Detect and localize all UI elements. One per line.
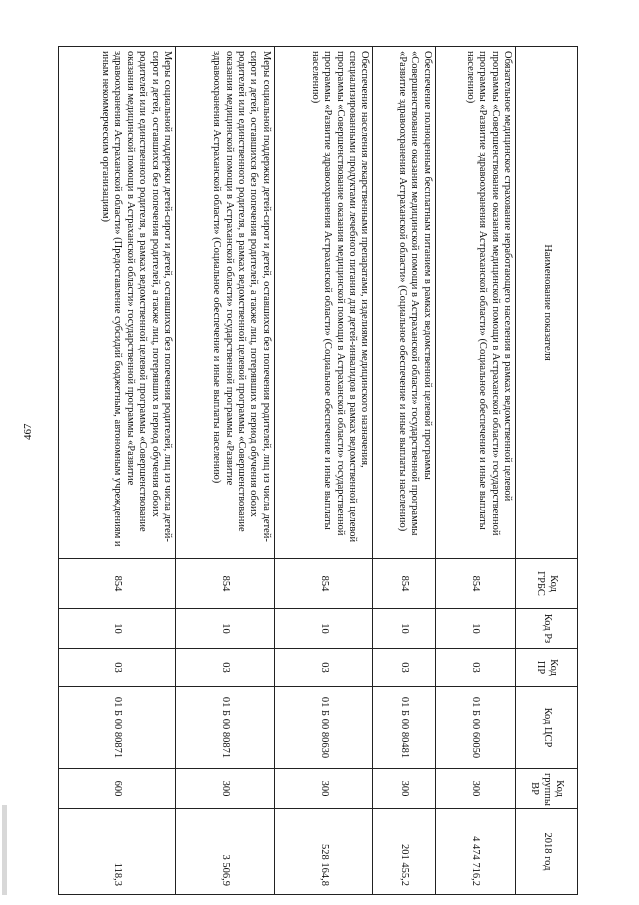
row-pr: 03: [59, 649, 176, 687]
row-vr: 300: [175, 769, 274, 809]
row-sum: 3 506,9: [175, 809, 274, 895]
row-name: Обеспечение полноценным бесплатным питанием в рамках ведомственной целевой программы «Совершенствование оказания медицинской помощи в Астраханской области» государственной программы «Развитие здравоохранения Астраханской области» (Социальное обеспечение и иные выплаты населению): [373, 47, 435, 559]
row-pr: 03: [175, 649, 274, 687]
row-csr: 01 Б 00 80871: [59, 687, 176, 769]
row-rz: 10: [373, 609, 435, 649]
budget-table: [58, 46, 578, 895]
row-sum: 528 164,8: [274, 809, 373, 895]
table-row: [435, 47, 515, 895]
header-grbs: Код ГРБС: [516, 559, 578, 609]
table-header-row: [516, 47, 578, 895]
row-vr: 300: [435, 769, 515, 809]
row-pr: 03: [274, 649, 373, 687]
row-rz: 10: [59, 609, 176, 649]
header-pr: Код ПР: [516, 649, 578, 687]
table-row: [274, 47, 373, 895]
scan-edge-mark: [2, 805, 7, 895]
header-csr: Код ЦСР: [516, 687, 578, 769]
row-vr: 300: [373, 769, 435, 809]
row-sum: 4 474 716,2: [435, 809, 515, 895]
row-csr: 01 Б 00 80481: [373, 687, 435, 769]
row-sum: 118,3: [59, 809, 176, 895]
header-rz: Код Рз: [516, 609, 578, 649]
row-grbs: 854: [59, 559, 176, 609]
row-csr: 01 Б 00 80630: [274, 687, 373, 769]
row-grbs: 854: [175, 559, 274, 609]
row-rz: 10: [274, 609, 373, 649]
row-name: Обеспечение населения лекарственными препаратами, изделиями медицинского назначения, специализированными продуктами лечебного питания для детей-инвалидов в рамках ведомственной целевой программы «Совершенствование оказания медицинской помощи в Астраханской области» государственной программы «Развитие здравоохранения Астраханской области» (Социальное обеспечение и иные выплаты населению): [274, 47, 373, 559]
row-name: Меры социальной поддержки детей-сирот и детей, оставшихся без попечения родителей, лиц из числа детей-сирот и детей, оставшихся без попечения родителей, а также лиц, потерявших в период обучения обоих родителей или единственного родителя, в рамках ведомственной целевой программы «Совершенствование оказания медицинской помощи в Астраханской области» государственной программы «Развитие здравоохранения Астраханской области» (Социальное обеспечение и иные выплаты населению): [175, 47, 274, 559]
row-grbs: 854: [435, 559, 515, 609]
row-rz: 10: [175, 609, 274, 649]
row-vr: 600: [59, 769, 176, 809]
row-csr: 01 Б 00 80871: [175, 687, 274, 769]
table-row: [59, 47, 176, 895]
row-pr: 03: [373, 649, 435, 687]
row-vr: 300: [274, 769, 373, 809]
header-vr: Код группы ВР: [516, 769, 578, 809]
table-row: [175, 47, 274, 895]
row-pr: 03: [435, 649, 515, 687]
page-number: 467: [22, 423, 34, 440]
row-name: Обязательное медицинское страхование неработающего населения в рамках ведомственной целевой программы «Совершенствование оказания медицинской помощи в Астраханской области» государственной программы «Развитие здравоохранения Астраханской области» (Социальное обеспечение и иные выплаты населению): [435, 47, 515, 559]
row-grbs: 854: [373, 559, 435, 609]
row-rz: 10: [435, 609, 515, 649]
row-csr: 01 Б 00 60050: [435, 687, 515, 769]
rotated-table-container: [58, 46, 578, 886]
header-name: Наименование показателя: [516, 47, 578, 559]
row-name: Меры социальной поддержки детей-сирот и детей, оставшихся без попечения родителей, лиц из числа детей-сирот и детей, оставшихся без попечения родителей, а также лиц, потерявших в период обучения обоих родителей или единственного родителя, в рамках ведомственной целевой программы «Совершенствование оказания медицинской помощи в Астраханской области» государственной программы «Развитие здравоохранения Астраханской области» (Предоставление субсидий бюджетным, автономным учреждениям и иным некоммерческим организациям): [59, 47, 176, 559]
row-grbs: 854: [274, 559, 373, 609]
header-sum: 2018 год: [516, 809, 578, 895]
row-sum: 201 455,2: [373, 809, 435, 895]
table-row: [373, 47, 435, 895]
